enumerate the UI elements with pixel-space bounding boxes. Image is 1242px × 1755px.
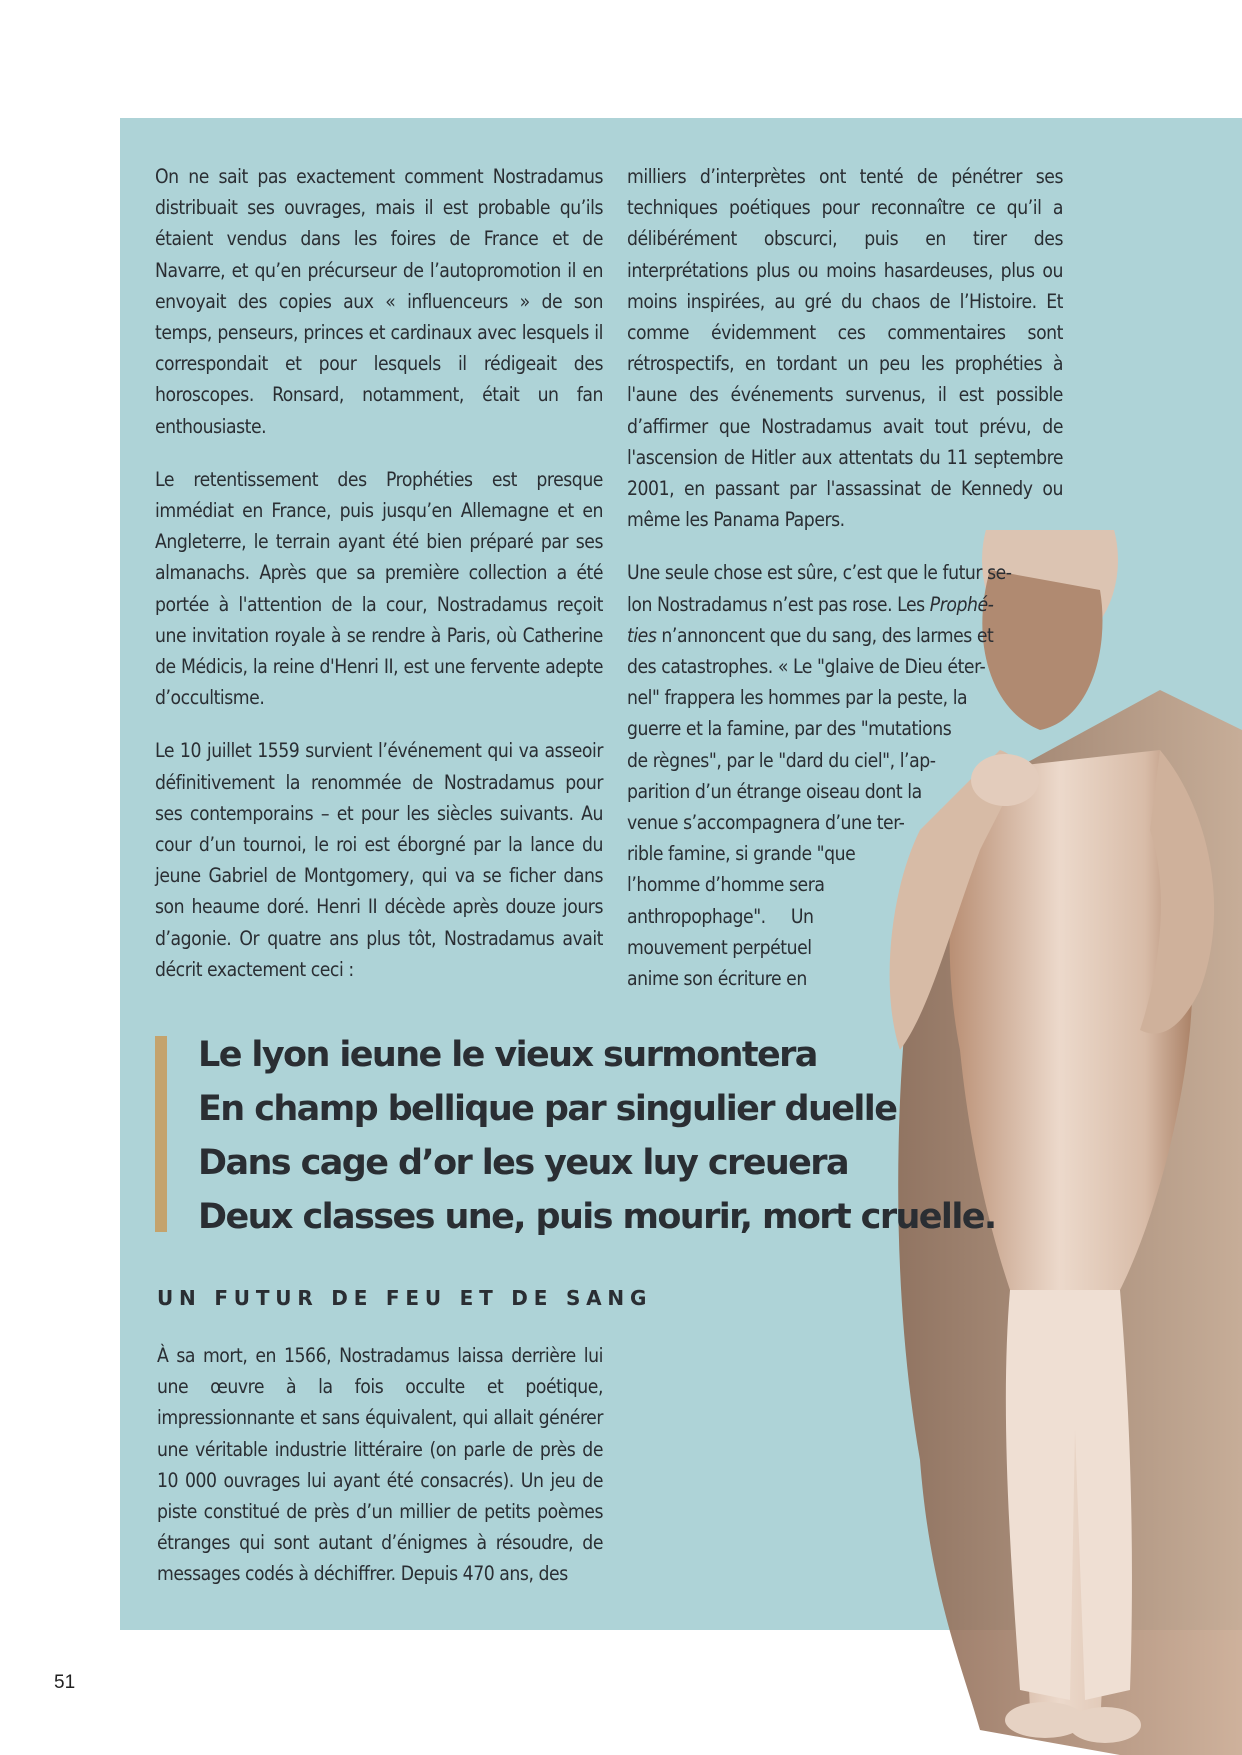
left-text-column <box>155 161 603 1007</box>
quote-lines <box>198 1028 996 1244</box>
text-line: parition d’un étrange oiseau dont la <box>627 779 922 803</box>
body-paragraph: milliers d’interprètes ont tenté de pénétrer ses techniques poétiques pour reconnaître ce qu’il a délibérément obscurci, puis en tirer des interprétations plus ou moins hasardeuses, plus ou moins inspirées, au gré du chaos de l’Histoire. Et comme évidemment ces commentaires sont rétrospectifs, en tordant un peu les prophéties à l'aune des événements survenus, il est possible d’affirmer que Nostradamus avait tout prévu, de l'ascension de Hitler aux attentats du 11 septembre 2001, en passant par l'assassinat de Kennedy ou même les Panama Papers. <box>627 165 1063 532</box>
text-line: anime son écriture en <box>627 967 807 991</box>
right-text-column <box>627 161 1063 1016</box>
text-fragment: n’annoncent que du sang, des larmes et <box>656 623 994 647</box>
body-paragraph: Le 10 juillet 1559 survient l’événement qui va asseoir définitivement la renommée de Nostradamus pour ses contemporains – et pour les siècles suivants. Au cour d’un tournoi, le roi est éborgné par la lance du jeune Gabriel de Montgomery, qui va se ficher dans son heaume doré. Henri II décède après douze jours d’agonie. Or quatre ans plus tôt, Nostradamus avait décrit exactement ceci : <box>155 739 603 981</box>
body-paragraph-wrapped-around-image <box>627 557 1063 994</box>
italic-title: Prophé- <box>929 592 994 616</box>
text-line: mouvement perpétuel <box>627 935 812 959</box>
quote-line: Le lyon ieune le vieux surmontera <box>198 1035 817 1075</box>
body-paragraph: Le retentissement des Prophéties est presque immédiat en France, puis jusqu’en Allemagne et en Angleterre, le terrain ayant été bien préparé par ses almanachs. Après que sa première collection a été portée à l'attention de la cour, Nostradamus reçoit une invitation royale à se rendre à Paris, où Catherine de Médicis, la reine d'Henri II, est une fervente adepte d’occultisme. <box>155 467 603 710</box>
quote-line: En champ bellique par singulier duelle <box>198 1089 897 1129</box>
text-line: de règnes", par le "dard du ciel", l’ap- <box>627 748 936 772</box>
text-line <box>627 620 1063 651</box>
body-paragraph: À sa mort, en 1566, Nostradamus laissa derrière lui une œuvre à la fois occulte et poétique, impressionnante et sans équivalent, qui allait générer une véritable industrie littéraire (on parle de près de 10 000 ouvrages lui ayant été consacrés). Un jeu de piste constitué de près d’un millier de petits poèmes étranges qui sont autant d’énigmes à résoudre, de messages codés à déchiffrer. Depuis 470 ans, des <box>157 1344 603 1586</box>
quote-line: Deux classes une, puis mourir, mort cruelle. <box>198 1197 996 1237</box>
text-line: anthropophage". Un <box>627 904 814 928</box>
text-line <box>627 589 1063 620</box>
text-line: guerre et la famine, par des "mutations <box>627 717 952 741</box>
quote-line: Dans cage d’or les yeux luy creuera <box>198 1143 848 1183</box>
quote-accent-bar <box>155 1036 167 1232</box>
text-line: des catastrophes. « Le "glaive de Dieu éter- <box>627 655 986 679</box>
body-paragraph: On ne sait pas exactement comment Nostradamus distribuait ses ouvrages, mais il est probable qu’ils étaient vendus dans les foires de France et de Navarre, et qu’en précurseur de l’autopromotion il en envoyait des copies aux « influenceurs » de son temps, penseurs, princes et cardinaux avec lesquels il correspondait et pour lesquels il rédigeait des horoscopes. Ronsard, notamment, était un fan enthousiaste. <box>155 165 603 438</box>
text-line: nel" frappera les hommes par la peste, la <box>627 686 968 710</box>
text-line: rible famine, si grande "que <box>627 842 856 866</box>
bottom-text-column <box>157 1340 603 1612</box>
page-number: 51 <box>54 1672 76 1693</box>
italic-title: ties <box>627 623 657 647</box>
text-fragment: lon Nostradamus n’est pas rose. Les <box>627 592 930 616</box>
statue-legs <box>1006 1290 1132 1700</box>
statue-foot <box>1069 1707 1141 1743</box>
text-line: l’homme d’homme sera <box>627 873 825 897</box>
text-line: venue s’accompagnera d’une ter- <box>627 811 905 835</box>
section-heading: UN FUTUR DE FEU ET DE SANG <box>157 1286 653 1310</box>
text-line: Une seule chose est sûre, c’est que le futur se- <box>627 561 1012 585</box>
